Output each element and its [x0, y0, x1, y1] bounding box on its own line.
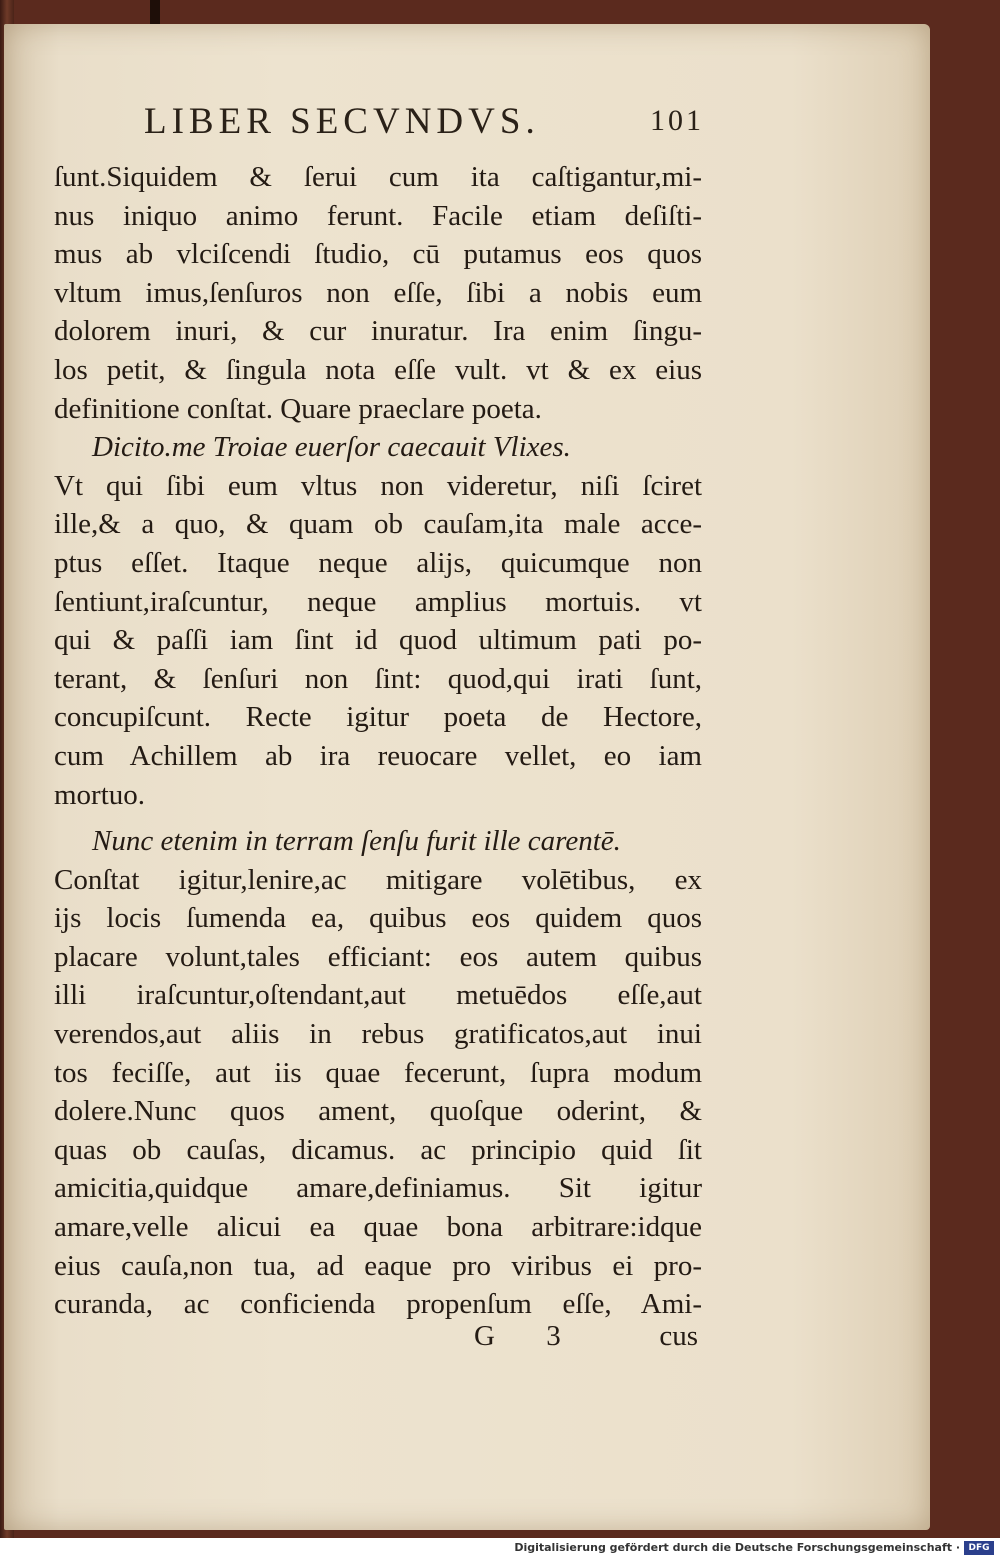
text-line: ille,& a quo, & quam ob cauſam,ita male acce-: [54, 508, 702, 541]
running-title: LIBER SECVNDVS.: [144, 101, 540, 142]
text-line: ptus eſſet. Itaque neque alijs, quicumque non: [54, 546, 702, 579]
text-line: ijs locis ſumenda ea, quibus eos quidem quos: [54, 902, 702, 935]
text-line: dolorem inuri, & cur inuratur. Ira enim ſingu-: [54, 315, 702, 348]
text-line: mortuo.: [54, 778, 146, 811]
text-line: terant, & ſenſuri non ſint: quod,qui irati ſunt,: [54, 662, 702, 695]
dfg-logo: DFG: [964, 1541, 994, 1555]
text-line: amicitia,quidque amare,definiamus. Sit igitur: [54, 1172, 702, 1205]
text-line: tos feciſſe, aut iis quae fecerunt, ſupra modum: [54, 1056, 702, 1089]
text-block: [54, 158, 702, 1324]
text-line: dolere.Nunc quos ament, quoſque oderint, &: [54, 1095, 702, 1128]
catchword: cus: [659, 1320, 698, 1352]
text-line: Dicito.me Troiae euerſor caecauit Vlixes.: [92, 431, 571, 464]
text-line: curanda, ac conficienda propenſum eſſe, Ami-: [54, 1288, 702, 1321]
text-line: ſunt.Siquidem & ſerui cum ita caſtigantur,mi-: [54, 161, 702, 193]
text-line: los petit, & ſingula nota eſſe vult. vt & ex eius: [54, 353, 702, 386]
signature-mark: G 3: [474, 1320, 583, 1352]
text-line: Vt qui ſibi eum vltus non videretur, niſi ſciret: [54, 469, 702, 502]
text-line: illi iraſcuntur,oſtendant,aut metuēdos eſſe,aut: [54, 979, 702, 1012]
text-line: vltum imus,ſenſuros non eſſe, ſibi a nobis eum: [54, 276, 702, 309]
text-line: Nunc etenim in terram ſenſu furit ille carentē.: [92, 825, 621, 858]
text-line: placare volunt,tales efficiant: eos autem quibus: [54, 940, 702, 973]
text-line: verendos,aut aliis in rebus gratificatos,aut inui: [54, 1018, 702, 1051]
text-line: eius cauſa,non tua, ad eaque pro viribus ei pro-: [54, 1249, 702, 1282]
text-line: quas ob cauſas, dicamus. ac principio quid ſit: [54, 1133, 702, 1166]
spine-mark: [150, 0, 160, 26]
text-line: definitione conſtat. Quare praeclare poeta.: [54, 392, 542, 425]
text-line: Conſtat igitur,lenire,ac mitigare volētibus, ex: [54, 863, 702, 896]
running-head: [144, 100, 704, 144]
credit-text: Digitalisierung gefördert durch die Deutsche Forschungsgemeinschaft ·: [514, 1541, 960, 1554]
text-line: ſentiunt,iraſcuntur, neque amplius mortuis. vt: [54, 585, 702, 618]
page-number: 101: [650, 104, 704, 137]
text-line: nus iniquo animo ferunt. Facile etiam deſiſti-: [54, 199, 702, 232]
text-line: mus ab vlciſcendi ſtudio, cū putamus eos quos: [54, 238, 702, 271]
text-line: amare,velle alicui ea quae bona arbitrare:idque: [54, 1211, 702, 1244]
text-line: concupiſcunt. Recte igitur poeta de Hectore,: [54, 701, 702, 734]
text-line: qui & paſſi iam ſint id quod ultimum pati po-: [54, 624, 702, 657]
page-footer: [54, 1320, 702, 1360]
credit-bar: [0, 1538, 1000, 1559]
text-line: cum Achillem ab ira reuocare vellet, eo iam: [54, 739, 702, 772]
